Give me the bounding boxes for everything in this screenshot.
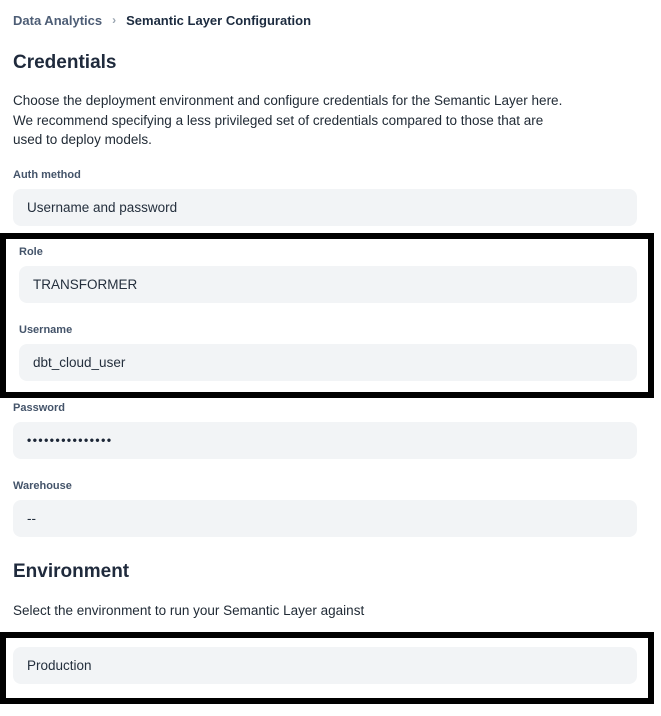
auth-method-field[interactable]: Username and password — [13, 189, 637, 226]
breadcrumb — [0, 13, 661, 28]
auth-method-label: Auth method — [13, 168, 81, 181]
highlight-box-credentials — [0, 233, 654, 398]
environment-field[interactable]: Production — [13, 647, 637, 684]
password-label: Password — [13, 401, 65, 414]
password-masked-value: ••••••••••••••• — [27, 433, 113, 447]
role-group — [13, 246, 637, 303]
username-field[interactable]: dbt_cloud_user — [19, 344, 637, 381]
environment-section — [0, 561, 661, 705]
chevron-right-icon: › — [112, 13, 117, 27]
password-field[interactable] — [13, 422, 637, 459]
environment-heading: Environment — [13, 560, 130, 582]
highlight-box-environment — [0, 632, 654, 704]
warehouse-field[interactable]: -- — [13, 500, 637, 537]
password-group — [0, 402, 661, 459]
credentials-description: Choose the deployment environment and configure credentials for the Semantic Layer here. We recommend specifying a less privileged set of credentials compared to those that are used to deploy models. — [13, 93, 563, 147]
role-field[interactable]: TRANSFORMER — [19, 266, 637, 303]
environment-description: Select the environment to run your Semantic Layer against — [13, 602, 365, 618]
warehouse-group — [0, 480, 661, 537]
username-label: Username — [19, 323, 73, 336]
breadcrumb-item-current: Semantic Layer Configuration — [126, 13, 312, 28]
warehouse-label: Warehouse — [13, 479, 72, 492]
role-label: Role — [19, 245, 43, 258]
credentials-heading: Credentials — [13, 52, 117, 73]
breadcrumb-item-data-analytics[interactable]: Data Analytics — [13, 13, 103, 28]
credentials-section — [0, 52, 661, 537]
username-group — [13, 324, 637, 381]
auth-method-group — [0, 169, 661, 226]
